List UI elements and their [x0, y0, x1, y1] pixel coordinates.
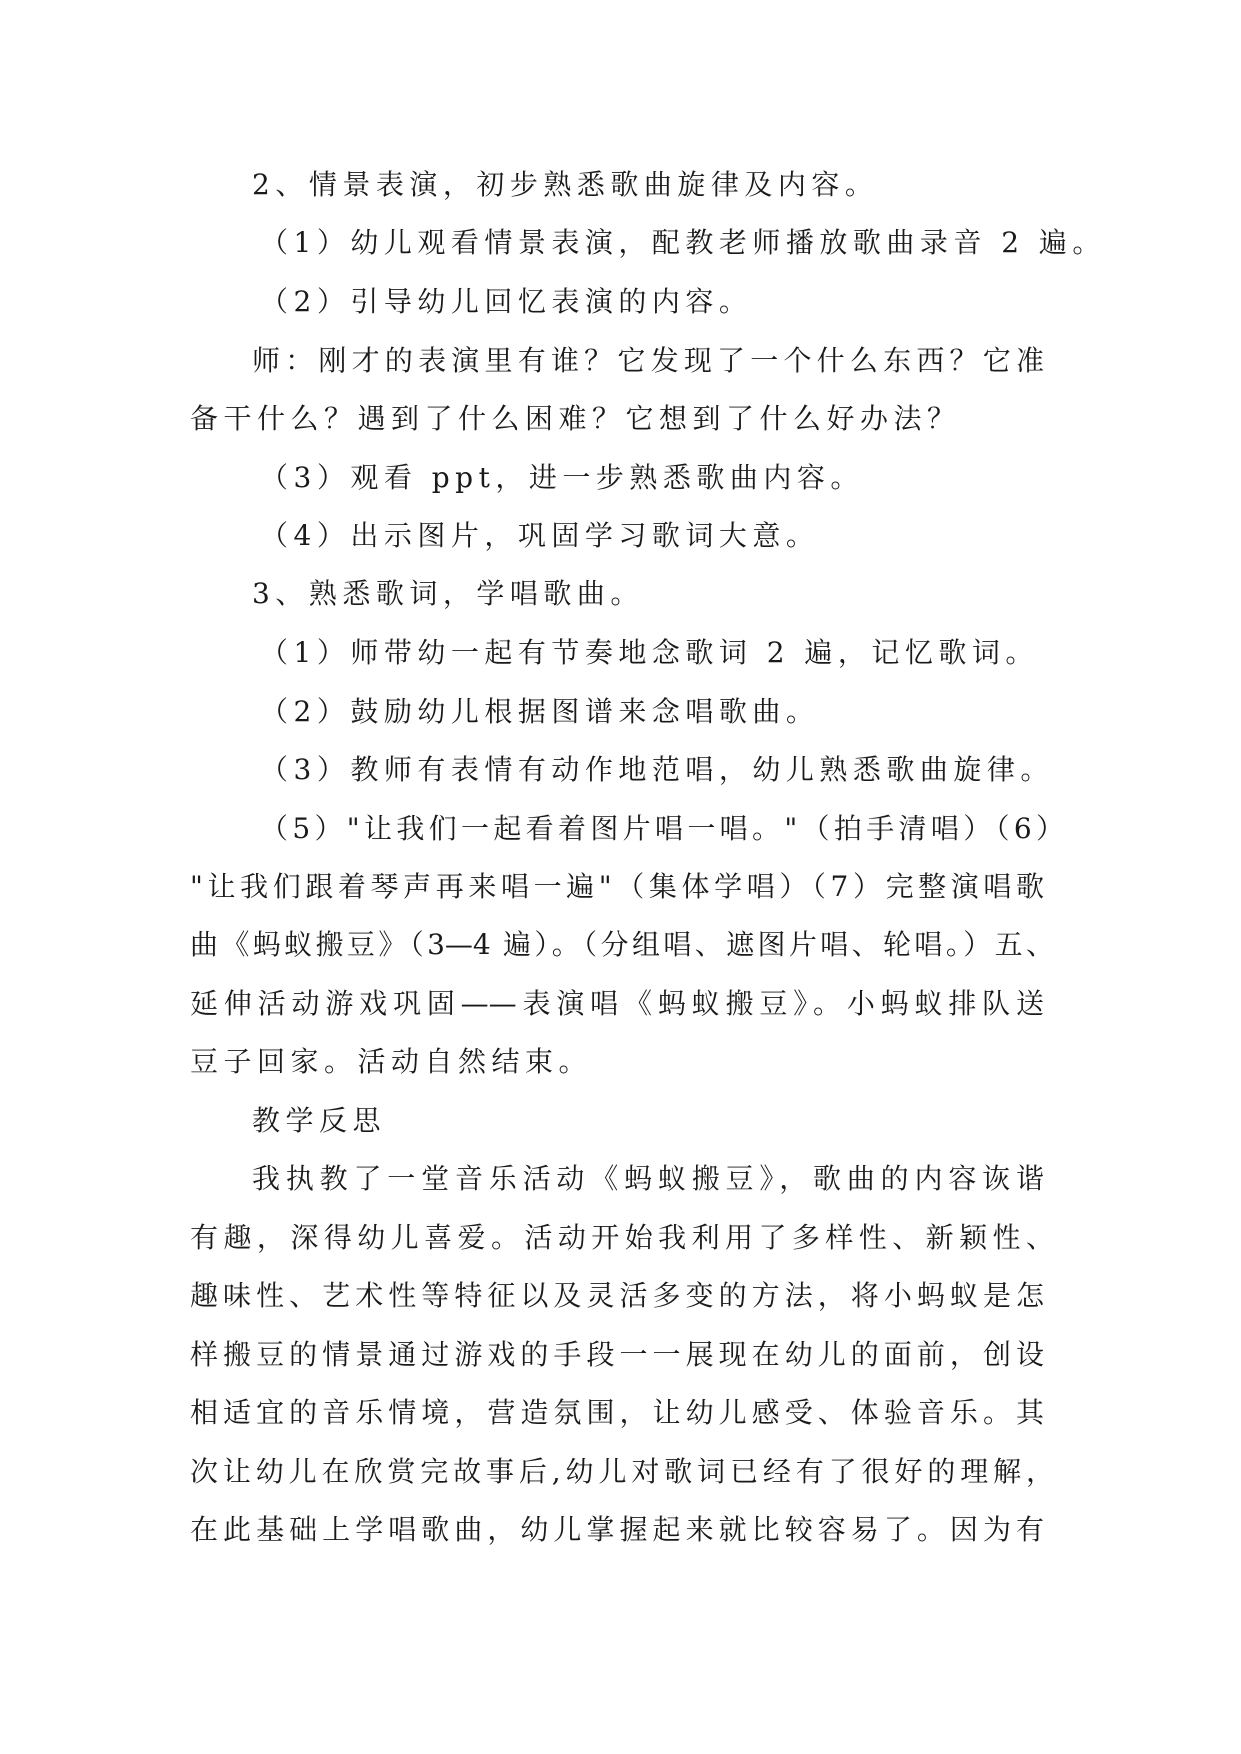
text-line: "让我们跟着琴声再来唱一遍"（集体学唱）（7）完整演唱歌 [190, 870, 1044, 903]
text-line: 曲《蚂蚁搬豆》（3—4 遍）。（分组唱、遮图片唱、轮唱。）五、 [190, 928, 1054, 961]
text-line: （2）引导幼儿回忆表演的内容。 [260, 285, 753, 318]
text-line: 样搬豆的情景通过游戏的手段一一展现在幼儿的面前，创设 [190, 1338, 1044, 1371]
text-line: 豆子回家。活动自然结束。 [190, 1045, 593, 1078]
text-line: （4）出示图片，巩固学习歌词大意。 [260, 519, 820, 552]
text-line: 趣味性、艺术性等特征以及灵活多变的方法，将小蚂蚁是怎 [190, 1279, 1044, 1312]
text-line: 师：刚才的表演里有谁？它发现了一个什么东西？它准 [252, 344, 1044, 377]
text-line: 3、熟悉歌词，学唱歌曲。 [252, 577, 644, 610]
text-line: （3）观看 ppt，进一步熟悉歌曲内容。 [260, 461, 864, 494]
text-line: 我执教了一堂音乐活动《蚂蚁搬豆》，歌曲的内容诙谐 [252, 1162, 1044, 1195]
text-line: （1）师带幼一起有节奏地念歌词 2 遍，记忆歌词。 [260, 636, 1039, 669]
text-line: 在此基础上学唱歌曲，幼儿掌握起来就比较容易了。因为有 [190, 1513, 1044, 1546]
text-line: （1）幼儿观看情景表演，配教老师播放歌曲录音 2 遍。 [260, 226, 1106, 259]
text-line: 次让幼儿在欣赏完故事后,幼儿对歌词已经有了很好的理解， [190, 1455, 1054, 1488]
text-line: （5）"让我们一起看着图片唱一唱。"（拍手清唱）（6） [260, 812, 1064, 845]
text-line: 相适宜的音乐情境，营造氛围，让幼儿感受、体验音乐。其 [190, 1396, 1044, 1429]
text-line: 有趣，深得幼儿喜爱。活动开始我利用了多样性、新颖性、 [190, 1221, 1054, 1254]
text-line: 2、情景表演，初步熟悉歌曲旋律及内容。 [252, 168, 879, 201]
section-heading: 教学反思 [252, 1104, 387, 1137]
text-line: （2）鼓励幼儿根据图谱来念唱歌曲。 [260, 695, 820, 728]
text-line: （3）教师有表情有动作地范唱，幼儿熟悉歌曲旋律。 [260, 753, 1054, 786]
text-line: 延伸活动游戏巩固——表演唱《蚂蚁搬豆》。小蚂蚁排队送 [190, 987, 1044, 1020]
text-line: 备干什么？遇到了什么困难？它想到了什么好办法？ [190, 402, 961, 435]
